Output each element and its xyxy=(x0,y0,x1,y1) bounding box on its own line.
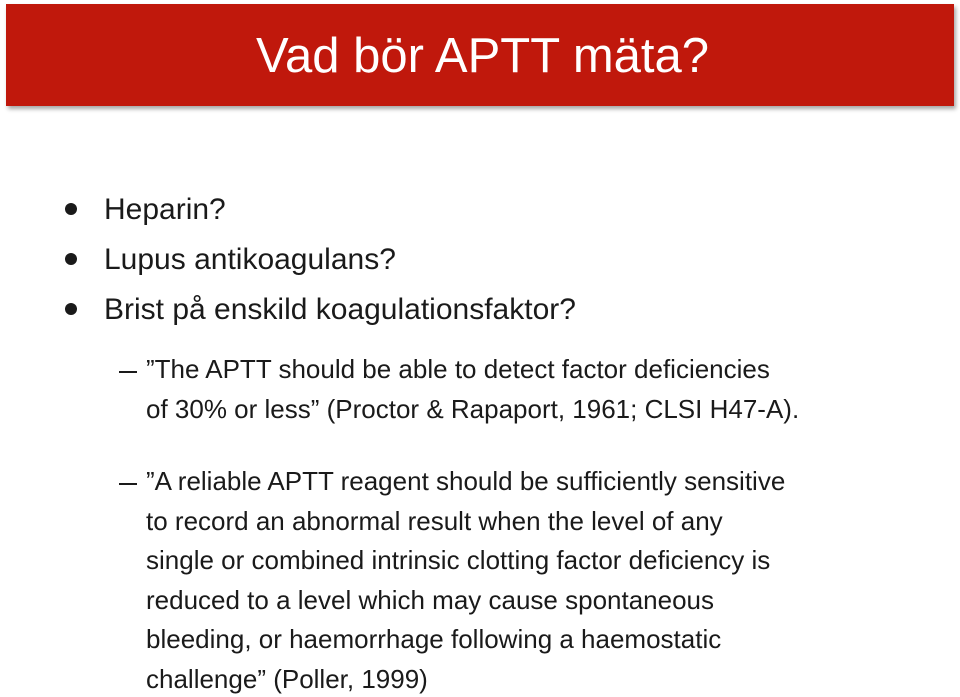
dash-icon xyxy=(119,483,137,485)
bullet-dot-icon xyxy=(65,303,77,315)
bullet-dot-icon xyxy=(65,253,77,265)
bullet-label: Lupus antikoagulans? xyxy=(104,243,396,276)
quote-text: ”The APTT should be able to detect factor deficiencies of 30% or less” (Proctor & Rapaport, 1961; CLSI H47-A). xyxy=(146,354,800,424)
bullet-label: Brist på enskild koagulationsfaktor? xyxy=(104,293,576,326)
bullet-dot-icon xyxy=(65,203,77,215)
title-banner xyxy=(6,4,954,106)
quote-text: ”A reliable APTT reagent should be sufficiently sensitive to record an abnormal result when the level of any single or combined intrinsic clotting factor deficiency is reduced to a level which may cause spontaneous bleeding, or haemorrhage following a haemostatic challenge” (Poller, 1999) xyxy=(146,466,786,694)
slide-title: Vad bör APTT mäta? xyxy=(256,29,710,83)
dash-icon xyxy=(119,371,137,373)
bullet-label: Heparin? xyxy=(104,193,226,226)
